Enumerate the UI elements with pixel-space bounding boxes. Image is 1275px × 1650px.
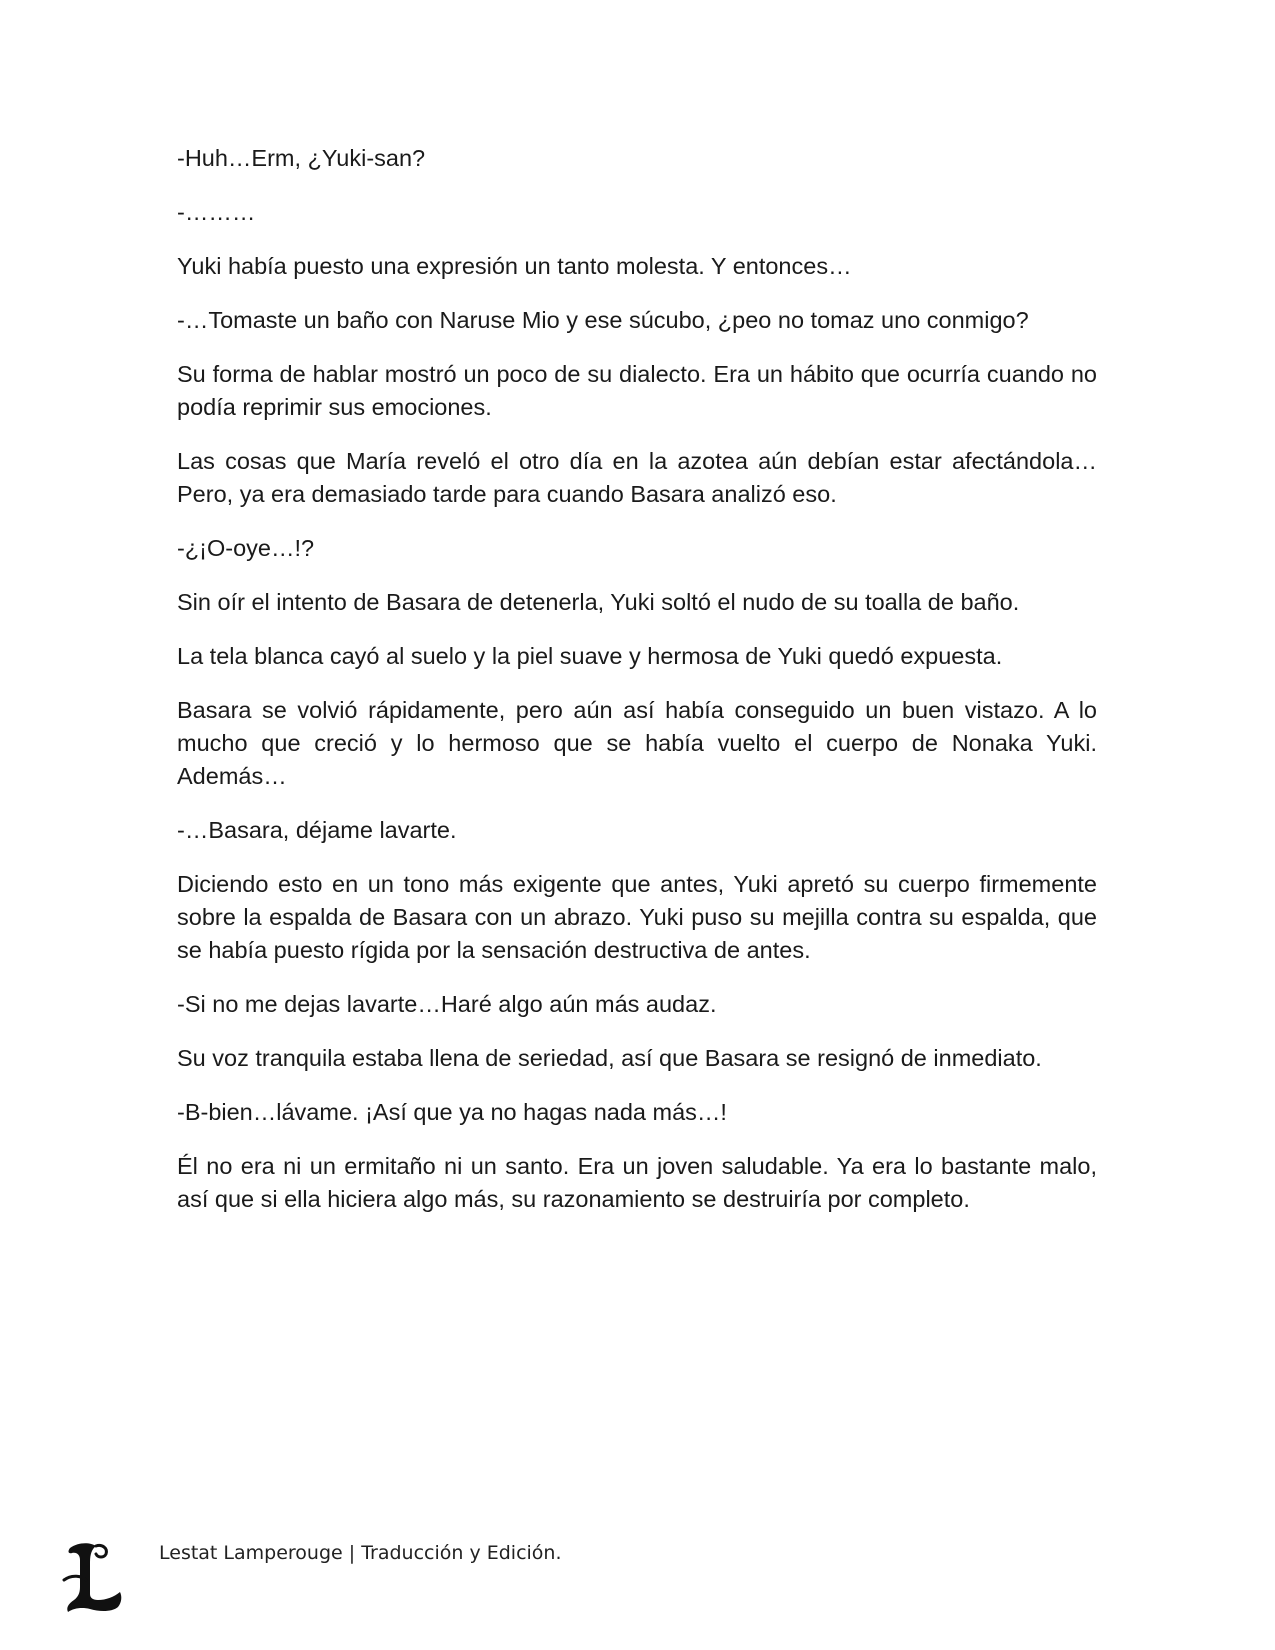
paragraph: -¿¡O-oye…!?	[177, 535, 315, 561]
paragraph: Él no era ni un ermitaño ni un santo. Era un joven saludable. Ya era lo bastante malo, así que si ella hiciera algo más, su razonamiento se destruiría por completo.	[177, 1153, 1097, 1212]
paragraph: -…Tomaste un baño con Naruse Mio y ese súcubo, ¿peo no tomaz uno conmigo?	[177, 307, 1029, 333]
paragraph: -Huh…Erm, ¿Yuki-san?	[177, 145, 426, 171]
paragraph: -Si no me dejas lavarte…Haré algo aún más audaz.	[177, 991, 717, 1017]
paragraph: Basara se volvió rápidamente, pero aún así había conseguido un buen vistazo. A lo mucho que creció y lo hermoso que se había vuelto el cuerpo de Nonaka Yuki. Además…	[177, 697, 1097, 789]
paragraph: -………	[177, 199, 256, 225]
paragraph: -B-bien…lávame. ¡Así que ya no hagas nada más…!	[177, 1099, 727, 1125]
paragraph: Sin oír el intento de Basara de detenerla, Yuki soltó el nudo de su toalla de baño.	[177, 589, 1020, 615]
footer-credit: Lestat Lamperouge | Traducción y Edición.	[159, 1542, 562, 1564]
gothic-l-logo-icon	[60, 1540, 130, 1615]
paragraph: -…Basara, déjame lavarte.	[177, 817, 457, 843]
paragraph: Yuki había puesto una expresión un tanto molesta. Y entonces…	[177, 253, 852, 279]
paragraph: Su voz tranquila estaba llena de seriedad, así que Basara se resignó de inmediato.	[177, 1045, 1042, 1071]
paragraph: Su forma de hablar mostró un poco de su dialecto. Era un hábito que ocurría cuando no podía reprimir sus emociones.	[177, 361, 1097, 420]
body-text	[177, 142, 1097, 1237]
paragraph: La tela blanca cayó al suelo y la piel suave y hermosa de Yuki quedó expuesta.	[177, 643, 1003, 669]
paragraph: Diciendo esto en un tono más exigente que antes, Yuki apretó su cuerpo firmemente sobre la espalda de Basara con un abrazo. Yuki puso su mejilla contra su espalda, que se había puesto rígida por la sensación destructiva de antes.	[177, 871, 1097, 963]
footer	[60, 1540, 860, 1620]
paragraph: Las cosas que María reveló el otro día en la azotea aún debían estar afectándola…Pero, ya era demasiado tarde para cuando Basara analizó eso.	[177, 448, 1097, 507]
